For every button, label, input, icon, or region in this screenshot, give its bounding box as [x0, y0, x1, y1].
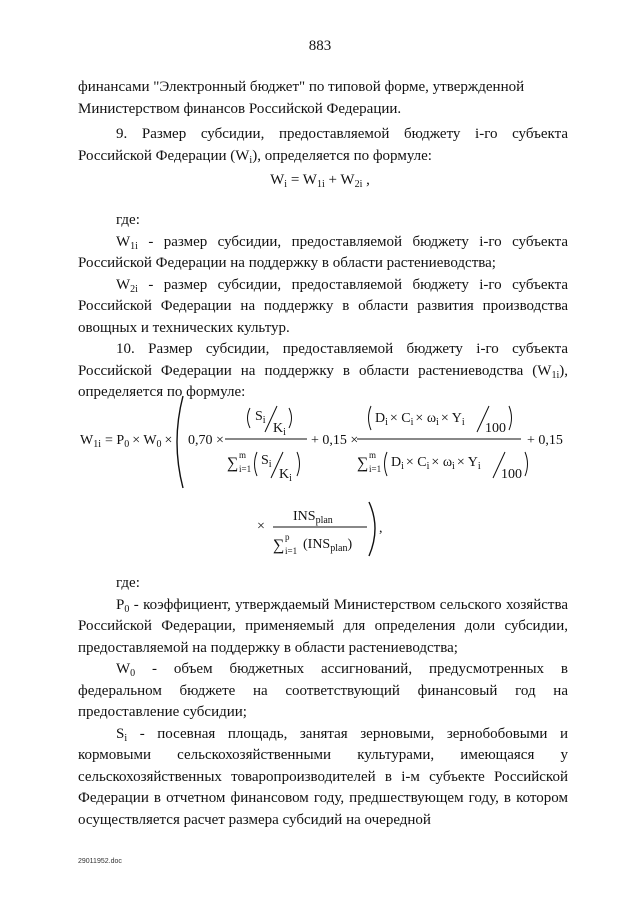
svg-text:Ki: [279, 467, 292, 484]
f2-sum2-top: m: [369, 450, 377, 460]
f2-k: K: [273, 421, 284, 436]
f2-d2: D: [391, 455, 402, 470]
f2-times2: ×: [164, 433, 173, 448]
f2-times1: × W: [132, 433, 157, 448]
para1-line2: Министерством финансов Российской Федерации.: [78, 100, 402, 117]
para9-end: ), определяется по формуле:: [252, 147, 432, 164]
w1i-sub: 1i: [130, 240, 138, 252]
f2-c: × C: [389, 411, 411, 426]
f2-y: × Y: [440, 411, 462, 426]
para10-text: 10. Размер субсидии, предоставляемой бюджету i-го субъекта Российской Федерации на поддержку в области растениеводства (W: [78, 341, 568, 379]
f2-hundred2: 100: [501, 467, 522, 482]
para9-text: 9. Размер субсидии, предоставляемой бюджету i-го субъекта Российской Федерации (W: [78, 126, 568, 164]
svg-text:Si: [261, 453, 272, 470]
f2-sum2-bot: i=1: [369, 464, 382, 474]
body-text-top: [78, 77, 568, 167]
f2-ins2-close: ): [347, 537, 353, 552]
f1-eq: = W: [287, 172, 317, 188]
paren-s-close: [289, 408, 292, 428]
paren-d-close: [509, 406, 512, 430]
w2i-sub: 2i: [130, 283, 138, 295]
f1-end: ,: [362, 172, 370, 188]
w2i-symbol: W: [116, 276, 131, 293]
f1-t1-sub: 1i: [316, 179, 325, 190]
w0-text: - объем бюджетных ассигнований, предусмотренных в федеральном бюджете на соответствующий финансовый год на предоставление субсидии;: [78, 661, 568, 720]
si-symbol: S: [116, 725, 125, 742]
paren-d-open: [369, 406, 372, 430]
si-text: - посевная площадь, занятая зерновыми, зернобобовыми и кормовыми сельскохозяйственными культурами, имеющаяся у сельскохозяйственных товаропроизводителей в i-м субъекте Российской Федерации в отчетном финансовом году, предшествующем году, в котором осуществляется расчет размера субсидий на очередной: [78, 725, 568, 828]
f2-omega: × ω: [415, 411, 437, 426]
f2-ins2-sub: plan: [330, 543, 348, 554]
paren-s-open: [248, 408, 251, 428]
para1-line1: финансами "Электронный бюджет" по типовой форме, утвержденной: [78, 79, 525, 95]
si-sub: i: [124, 732, 128, 744]
definition-p0: [78, 595, 568, 660]
definition-w1i: [78, 232, 568, 275]
f2-c2-sub: i: [426, 461, 430, 472]
f2-y-sub: i: [461, 417, 465, 428]
formula-w1i-continued: [255, 500, 395, 560]
svg-text:W1i= P0× W0×: [80, 433, 172, 450]
big-right-paren: [369, 502, 375, 556]
svg-text:Ki: [273, 421, 286, 438]
definition-w0: [78, 659, 568, 724]
f2-y2-sub: i: [477, 461, 481, 472]
f2-sum3: ∑: [273, 537, 285, 554]
f2-s: S: [255, 409, 263, 424]
f2-s2: S: [261, 453, 269, 468]
para9-sub: i: [249, 154, 253, 166]
f1-lhs: W: [270, 172, 285, 188]
paragraph-continuation: [78, 77, 568, 120]
formula-w1i: [75, 392, 575, 492]
svg-text:INSplan: [293, 509, 333, 526]
para10-end: ), определяется по формуле:: [78, 362, 568, 400]
formula-wi: [0, 172, 640, 189]
w0-symbol: W: [116, 661, 131, 677]
page-number: 883: [308, 38, 332, 54]
f2-lhs-sub: 1i: [93, 439, 101, 450]
svg-text:Si: [255, 409, 266, 426]
svg-text:(INSplan): [303, 537, 352, 554]
p0-text: - коэффициент, утверждаемый Министерством сельского хозяйства Российской Федерации, применяемый для определения доли субсидии, предоставляемой на поддержку в области растениеводства;: [78, 596, 568, 656]
where-label-1: где:: [116, 212, 140, 228]
f2-d: D: [375, 411, 386, 426]
f2-sum3-top: p: [285, 532, 290, 542]
f1-t2-sub: 2i: [354, 179, 363, 190]
file-footer: 29011952.doc: [78, 858, 122, 865]
p0-symbol: P: [116, 596, 125, 613]
f2-times3: ×: [257, 519, 265, 534]
body-text-bottom: [78, 573, 568, 831]
paren-d2-open: [385, 452, 388, 476]
f1-plus: + W: [324, 172, 355, 188]
w2i-text: - размер субсидии, предоставляемой бюджету i-го субъекта Российской Федерации на поддержку в области развития производства овощных и технических культур.: [78, 276, 568, 336]
body-text-mid: [78, 210, 568, 404]
f2-plus1: + 0,15 ×: [311, 433, 359, 448]
f2-k2-sub: i: [289, 473, 292, 484]
f2-omega-sub: i: [436, 417, 439, 428]
paren-d2-close: [525, 452, 528, 476]
big-left-paren: [177, 396, 183, 488]
f2-hundred1: 100: [485, 421, 506, 436]
w1i-text: - размер субсидии, предоставляемой бюджету i-го субъекта Российской Федерации на поддержку в области растениеводства;: [78, 233, 568, 271]
w0-sub: 0: [130, 668, 136, 679]
f2-sum1: ∑: [227, 455, 239, 472]
f2-c2: × C: [405, 455, 427, 470]
f2-sum1-top: m: [239, 450, 247, 460]
f2-s2-sub: i: [268, 459, 272, 470]
f2-ins: INS: [293, 509, 316, 524]
f2-plus2: + 0,15: [527, 433, 563, 448]
f2-w-sub: 0: [156, 439, 162, 450]
paren-sk-close: [297, 452, 300, 476]
f2-sum1-bot: i=1: [239, 464, 252, 474]
paragraph-9: [78, 124, 568, 167]
f2-ins-sub: plan: [315, 515, 333, 526]
para10-sub: 1i: [551, 369, 560, 381]
svg-text:Di× Ci× ωi× Yi: [375, 411, 465, 428]
f2-c-sub: i: [410, 417, 414, 428]
where-label-2: где:: [116, 575, 140, 591]
definition-si: [78, 724, 568, 832]
f2-sum2: ∑: [357, 455, 369, 472]
definition-w2i: [78, 275, 568, 340]
f2-k-sub: i: [283, 427, 286, 438]
f2-coef1: 0,70 ×: [188, 433, 224, 448]
w1i-symbol: W: [116, 233, 131, 250]
f2-s-sub: i: [262, 415, 266, 426]
f2-d2-sub: i: [401, 461, 404, 472]
svg-text:Di× Ci× ωi× Yi: [391, 455, 481, 472]
f2-lhs: W: [80, 433, 94, 448]
f2-end: ,: [379, 521, 383, 536]
f2-omega2-sub: i: [452, 461, 455, 472]
paren-sk-open: [255, 452, 258, 476]
f2-p-sub: 0: [124, 439, 130, 450]
p0-sub: 0: [124, 603, 130, 615]
f2-y2: × Y: [456, 455, 478, 470]
f2-d-sub: i: [385, 417, 388, 428]
f2-eq: = P: [105, 433, 125, 448]
f2-ins2: (INS: [303, 537, 331, 552]
f2-k2: K: [279, 467, 290, 482]
f2-sum3-bot: i=1: [285, 546, 298, 556]
f2-omega2: × ω: [431, 455, 453, 470]
f1-lhs-sub: i: [284, 179, 288, 190]
